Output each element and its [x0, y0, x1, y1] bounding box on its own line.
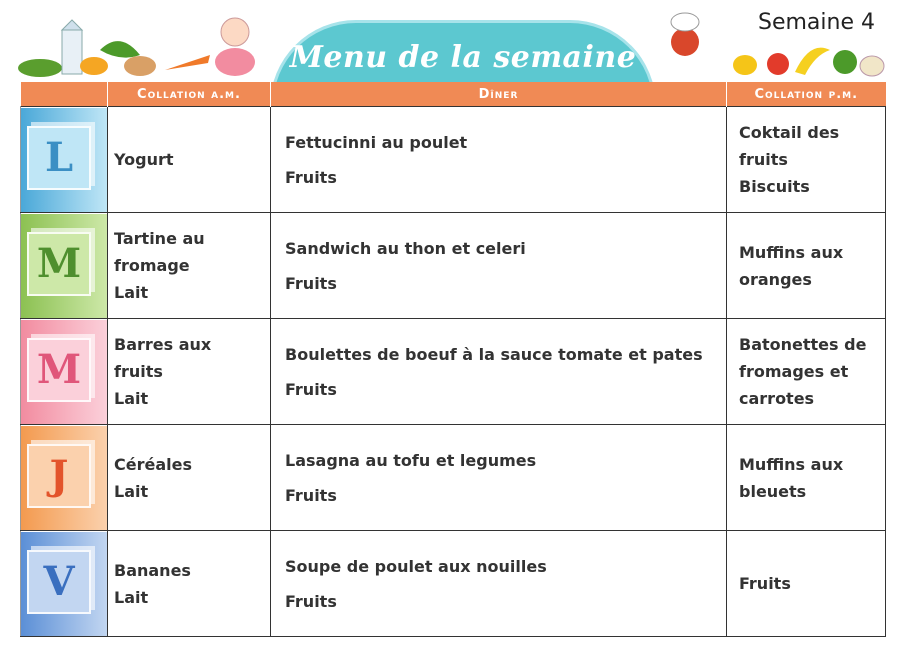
pm-snack-cell [727, 107, 886, 213]
pepper-icon [733, 55, 757, 75]
week-label: Semaine 4 [758, 10, 875, 35]
day-block-cell [21, 425, 108, 531]
menu-table [20, 82, 886, 637]
menu-item: Lait [114, 283, 149, 302]
letter-block-icon: M [27, 232, 91, 296]
day-block-cell [21, 213, 108, 319]
menu-item: Boulettes de boeuf à la sauce tomate et pates [285, 344, 703, 364]
header-row [21, 82, 886, 107]
menu-item: Yogurt [114, 150, 174, 169]
menu-item: Bananes [114, 560, 191, 580]
col-header-am: Collation a.m. [108, 82, 271, 107]
table-row [21, 107, 886, 213]
menu-item: Muffins aux bleuets [739, 454, 844, 501]
cheese-icon [80, 57, 108, 75]
pm-snack-cell [727, 213, 886, 319]
menu-item: Fruits [285, 591, 337, 611]
carrot-icon [165, 55, 210, 70]
menu-item: Lait [114, 389, 149, 408]
leaves-icon [100, 41, 140, 57]
menu-item: Tartine au fromage [114, 229, 205, 275]
bread-icon [124, 56, 156, 76]
dinner-cell [271, 319, 727, 425]
menu-item: Céréales [114, 454, 192, 474]
am-snack-cell [108, 319, 271, 425]
cucumber-icon [18, 59, 62, 77]
menu-item: Fruits [285, 167, 337, 187]
menu-item: Lait [114, 481, 149, 501]
menu-item: Coktail des fruits [739, 123, 840, 169]
dinner-cell [271, 425, 727, 531]
menu-item: Biscuits [739, 177, 810, 196]
menu-item: Batonettes de fromages et carrotes [739, 335, 867, 408]
menu-item: Lasagna au tofu et legumes [285, 450, 537, 470]
col-header-dinner: Dîner [271, 82, 727, 107]
menu-item: Fruits [285, 485, 337, 505]
tomato-icon [767, 53, 789, 75]
pm-snack-cell [727, 319, 886, 425]
dinner-cell [271, 531, 727, 637]
day-block-cell [21, 107, 108, 213]
letter-block-icon: J [27, 444, 91, 508]
col-header-pm: Collation p.m. [727, 82, 886, 107]
onion-icon [860, 56, 884, 76]
corner-cell [21, 82, 108, 107]
page-title: Menu de la semaine [289, 40, 637, 75]
menu-item: Lait [114, 587, 149, 607]
day-block-cell [21, 319, 108, 425]
cook-face-icon [221, 18, 249, 46]
letter-block-icon: M [27, 338, 91, 402]
menu-item: Soupe de poulet aux nouilles [285, 556, 547, 576]
menu-item: Fettucinni au poulet [285, 132, 468, 152]
banana-icon [795, 48, 830, 75]
letter-block-icon: V [27, 550, 91, 614]
pm-snack-cell [727, 531, 886, 637]
menu-body [21, 107, 886, 637]
am-snack-cell [108, 213, 271, 319]
letter-block-icon: L [27, 126, 91, 190]
menu-item: Fruits [285, 379, 337, 399]
menu-item: Fruits [739, 574, 791, 593]
am-snack-cell [108, 531, 271, 637]
menu-item: Fruits [285, 273, 337, 293]
am-snack-cell [108, 425, 271, 531]
day-block-cell [21, 531, 108, 637]
table-row [21, 319, 886, 425]
menu-item: Sandwich au thon et celeri [285, 238, 526, 258]
dinner-cell [271, 107, 727, 213]
menu-item: Barres aux fruits [114, 335, 212, 381]
dinner-cell [271, 213, 727, 319]
table-row [21, 425, 886, 531]
table-row [21, 531, 886, 637]
table-row [21, 213, 886, 319]
chef-face-icon [671, 28, 699, 56]
milk-carton-icon [62, 30, 82, 74]
pm-snack-cell [727, 425, 886, 531]
am-snack-cell [108, 107, 271, 213]
menu-item: Muffins aux oranges [739, 242, 844, 289]
broccoli-icon [833, 50, 857, 74]
header [0, 0, 905, 82]
